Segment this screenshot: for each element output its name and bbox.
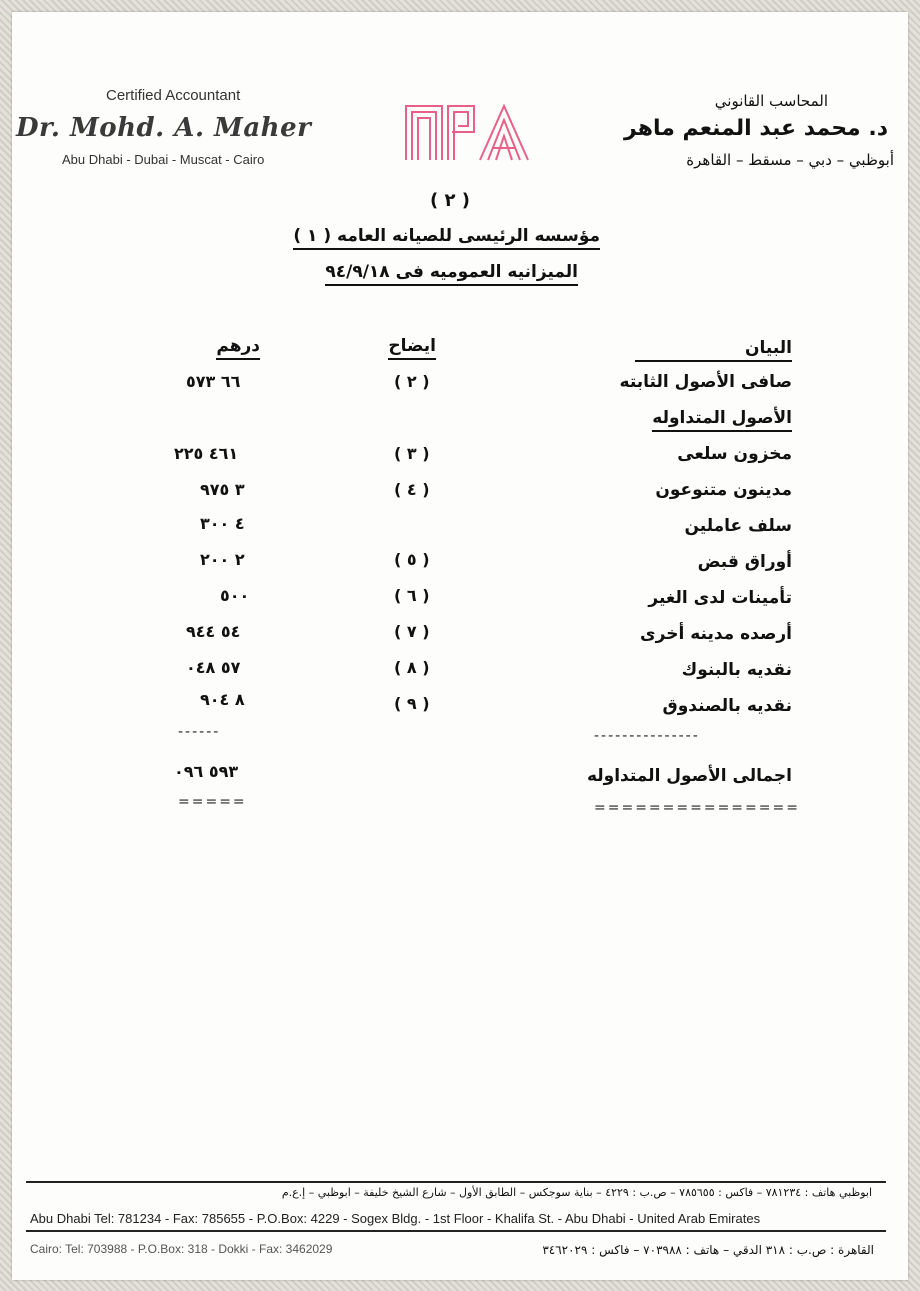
total-amount: ٥٩٣ ٠٩٦ [174,762,239,781]
ar-title: المحاسب القانوني [714,92,828,110]
statement-title: الميزانيه العموميه فى ٩٤/٩/١٨ [325,262,578,286]
row-note: ( ٥ ) [394,550,430,569]
row-description: مخزون سلعى [677,444,792,464]
column-header-description: البيان [635,338,792,362]
separator-amount: ------ [178,724,221,740]
row-description: نقديه بالبنوك [681,660,792,680]
row-note: ( ٦ ) [394,586,430,605]
company-title: مؤسسه الرئيسى للصيانه العامه ( ١ ) [293,226,600,250]
row-note: ( ٤ ) [394,480,430,499]
footer-abudhabi-arabic: ابوظبي هاتف : ٧٨١٢٣٤ – فاكس : ٧٨٥٦٥٥ – ص.ب : ٤٢٢٩ – بناية سوجكس – الطابق الأول – شارع الشيخ خليفة – ابوظبي – إ.ع.م [281,1186,872,1199]
footer-abudhabi-english: Abu Dhabi Tel: 781234 - Fax: 785655 - P.O.Box: 4229 - Sogex Bldg. - 1st Floor - Khalifa St. - Abu Dhabi - United Arab Emirates [30,1211,761,1226]
ar-cities: أبوظبي – دبي – مسقط – القاهرة [686,151,894,169]
row-description: تأمينات لدى الغير [648,588,792,608]
en-cities: Abu Dhabi - Dubai - Muscat - Cairo [62,152,265,167]
double-separator-description: =============== [594,800,800,816]
column-header-amount: درهم [216,336,260,360]
row-description: سلف عاملين [684,516,792,536]
en-title: Certified Accountant [106,87,241,104]
footer-rule-bottom [26,1230,886,1232]
row-amount: ٥٧ ٠٤٨ [186,658,241,677]
row-amount: ٦٦ ٥٧٣ [186,372,241,391]
firm-logo-icon [404,102,534,162]
footer-cairo-english: Cairo: Tel: 703988 - P.O.Box: 318 - Dokki - Fax: 3462029 [30,1242,333,1256]
row-amount: ٢ ٢٠٠ [200,550,245,569]
row-description: نقديه بالصندوق [662,696,792,716]
en-name: Dr. Mohd. A. Maher [16,113,312,143]
section-heading-current-assets: الأصول المتداوله [652,408,792,432]
row-amount: ٤ ٣٠٠ [200,514,245,533]
separator-description: --------------- [594,728,700,744]
row-description: صافى الأصول الثابته [619,372,792,392]
page-number: ( ٢ ) [430,190,470,211]
row-note: ( ٧ ) [394,622,430,641]
row-amount: ٤٦١ ٢٢٥ [174,444,239,463]
row-note: ( ٩ ) [394,694,430,713]
row-description: أرصده مدينه أخرى [640,624,792,644]
row-description: أوراق قبض [697,552,792,572]
column-header-note: ايضاح [388,336,436,360]
row-note: ( ٨ ) [394,658,430,677]
double-separator-amount: ===== [178,794,247,810]
row-amount: ٥٤ ٩٤٤ [186,622,241,641]
row-amount: ٣ ٩٧٥ [200,480,245,499]
row-amount: ٥٠٠ [220,586,250,605]
footer-rule-top [26,1181,886,1183]
total-label: اجمالى الأصول المتداوله [586,766,792,786]
row-amount: ٨ ٩٠٤ [200,690,245,709]
row-note: ( ٢ ) [394,372,430,391]
ar-name: د. محمد عبد المنعم ماهر [624,116,888,141]
footer-cairo-arabic: القاهرة : ص.ب : ٣١٨ الدقي – هاتف : ٧٠٣٩٨٨ – فاكس : ٣٤٦٢٠٢٩ [542,1243,874,1257]
row-note: ( ٣ ) [394,444,430,463]
row-description: مدينون متنوعون [655,480,792,500]
